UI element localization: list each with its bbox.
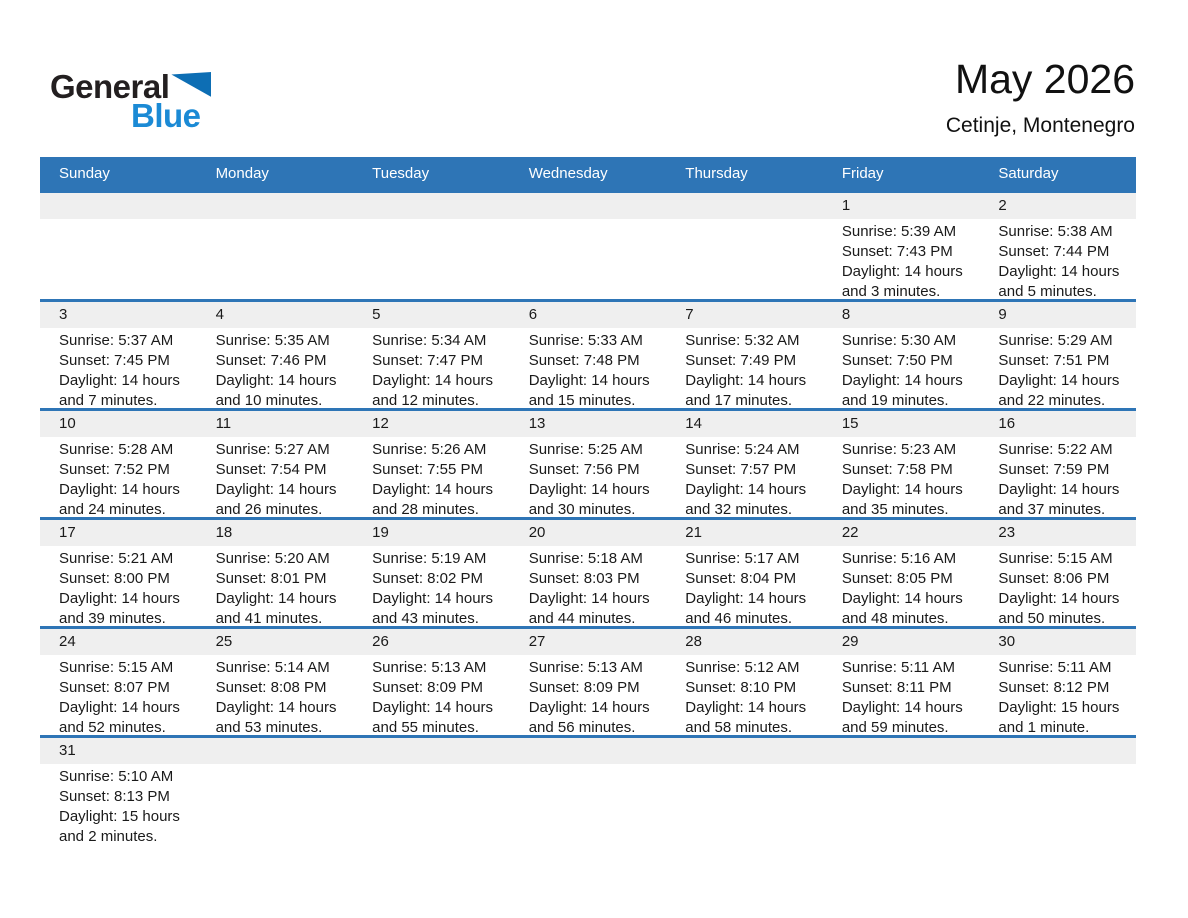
day-details <box>666 764 823 767</box>
week-row <box>40 735 1136 844</box>
sunset-text: Sunset: 8:10 PM <box>685 679 797 696</box>
daylight-text: Daylight: 14 hours and 17 minutes. <box>685 372 807 408</box>
day-number: 27 <box>510 629 667 655</box>
day-details <box>979 328 1136 408</box>
day-cell <box>979 302 1136 408</box>
sunset-text: Sunset: 8:04 PM <box>685 570 797 587</box>
day-cell <box>510 520 667 626</box>
day-number <box>353 738 510 764</box>
sunrise-text: Sunrise: 5:19 AM <box>372 550 487 567</box>
weekday-header-row <box>40 157 1136 190</box>
day-cell <box>979 629 1136 735</box>
day-number: 7 <box>666 302 823 328</box>
sunrise-text: Sunrise: 5:26 AM <box>372 441 487 458</box>
sunset-text: Sunset: 8:07 PM <box>59 679 170 696</box>
day-number: 5 <box>353 302 510 328</box>
day-cell <box>40 520 197 626</box>
day-cell <box>197 302 354 408</box>
daylight-text: Daylight: 14 hours and 46 minutes. <box>685 590 807 626</box>
sunset-text: Sunset: 7:51 PM <box>998 352 1110 369</box>
daylight-text: Daylight: 14 hours and 15 minutes. <box>528 372 650 408</box>
day-cell <box>510 411 667 517</box>
day-cell <box>353 302 510 408</box>
day-number: 6 <box>510 302 667 328</box>
day-details <box>353 437 510 517</box>
sunset-text: Sunset: 8:08 PM <box>215 679 327 696</box>
daylight-text: Daylight: 14 hours and 50 minutes. <box>998 590 1120 626</box>
weekday-wednesday: Wednesday <box>528 165 608 182</box>
daylight-text: Daylight: 15 hours and 1 minute. <box>998 699 1120 735</box>
day-details <box>353 328 510 408</box>
day-details <box>510 219 667 222</box>
day-details <box>197 219 354 222</box>
daylight-text: Daylight: 14 hours and 44 minutes. <box>528 590 650 626</box>
day-cell <box>823 629 980 735</box>
logo-triangle-icon <box>171 72 211 97</box>
day-cell <box>666 193 823 299</box>
day-number: 29 <box>823 629 980 655</box>
week-row <box>40 517 1136 626</box>
daylight-text: Daylight: 14 hours and 7 minutes. <box>59 372 180 408</box>
day-number: 8 <box>823 302 980 328</box>
daylight-text: Daylight: 14 hours and 22 minutes. <box>998 372 1120 408</box>
day-details <box>197 328 354 408</box>
sunrise-text: Sunrise: 5:12 AM <box>685 659 800 676</box>
sunrise-text: Sunrise: 5:39 AM <box>841 223 957 240</box>
sunset-text: Sunset: 7:50 PM <box>841 352 953 369</box>
sunrise-text: Sunrise: 5:35 AM <box>215 332 330 349</box>
day-details <box>197 764 354 767</box>
sunrise-text: Sunrise: 5:37 AM <box>59 332 174 349</box>
day-details <box>823 764 980 767</box>
day-cell <box>353 520 510 626</box>
day-details <box>40 764 197 844</box>
sunrise-text: Sunrise: 5:13 AM <box>528 659 643 676</box>
daylight-text: Daylight: 14 hours and 3 minutes. <box>841 263 963 299</box>
day-cell <box>666 520 823 626</box>
day-number: 24 <box>40 629 197 655</box>
sunrise-text: Sunrise: 5:15 AM <box>59 659 174 676</box>
sunset-text: Sunset: 8:02 PM <box>372 570 484 587</box>
day-number: 13 <box>510 411 667 437</box>
day-details <box>979 219 1136 299</box>
day-cell <box>666 302 823 408</box>
sunrise-text: Sunrise: 5:23 AM <box>841 441 957 458</box>
sunset-text: Sunset: 7:45 PM <box>59 352 170 369</box>
sunrise-text: Sunrise: 5:34 AM <box>372 332 487 349</box>
day-cell <box>40 411 197 517</box>
day-details <box>823 328 980 408</box>
day-cell <box>40 193 197 299</box>
daylight-text: Daylight: 14 hours and 52 minutes. <box>59 699 180 735</box>
day-cell <box>510 738 667 844</box>
day-cell <box>510 629 667 735</box>
sunset-text: Sunset: 7:48 PM <box>528 352 640 369</box>
day-number: 22 <box>823 520 980 546</box>
page-title: May 2026 <box>954 56 1135 102</box>
day-cell <box>979 411 1136 517</box>
weekday-tuesday: Tuesday <box>372 165 430 182</box>
weekday-thursday: Thursday <box>685 165 748 182</box>
sunrise-text: Sunrise: 5:17 AM <box>685 550 800 567</box>
sunrise-text: Sunrise: 5:30 AM <box>841 332 957 349</box>
day-number <box>197 193 354 219</box>
day-number: 16 <box>979 411 1136 437</box>
day-number: 30 <box>979 629 1136 655</box>
day-cell <box>197 193 354 299</box>
location-subtitle: Cetinje, Montenegro <box>945 114 1135 137</box>
day-cell <box>353 193 510 299</box>
day-cell <box>979 520 1136 626</box>
daylight-text: Daylight: 14 hours and 35 minutes. <box>841 481 963 517</box>
weekday-monday: Monday <box>215 165 269 182</box>
day-cell <box>823 411 980 517</box>
day-details <box>353 764 510 767</box>
calendar <box>40 157 1136 844</box>
daylight-text: Daylight: 14 hours and 10 minutes. <box>215 372 337 408</box>
daylight-text: Daylight: 14 hours and 28 minutes. <box>372 481 494 517</box>
day-details <box>353 546 510 626</box>
sunrise-text: Sunrise: 5:27 AM <box>215 441 330 458</box>
sunset-text: Sunset: 8:06 PM <box>998 570 1110 587</box>
daylight-text: Daylight: 14 hours and 53 minutes. <box>215 699 337 735</box>
day-number: 26 <box>353 629 510 655</box>
week-row <box>40 408 1136 517</box>
daylight-text: Daylight: 14 hours and 55 minutes. <box>372 699 494 735</box>
day-cell <box>823 193 980 299</box>
day-details <box>40 437 197 517</box>
sunset-text: Sunset: 8:13 PM <box>59 788 170 805</box>
sunset-text: Sunset: 7:58 PM <box>841 461 953 478</box>
sunrise-text: Sunrise: 5:13 AM <box>372 659 487 676</box>
sunrise-text: Sunrise: 5:18 AM <box>528 550 643 567</box>
daylight-text: Daylight: 14 hours and 39 minutes. <box>59 590 180 626</box>
day-number <box>40 193 197 219</box>
day-details <box>197 546 354 626</box>
day-cell <box>510 302 667 408</box>
day-number <box>666 193 823 219</box>
day-cell <box>510 193 667 299</box>
day-details <box>823 546 980 626</box>
daylight-text: Daylight: 14 hours and 56 minutes. <box>528 699 650 735</box>
daylight-text: Daylight: 14 hours and 12 minutes. <box>372 372 494 408</box>
daylight-text: Daylight: 14 hours and 59 minutes. <box>841 699 963 735</box>
sunset-text: Sunset: 8:03 PM <box>528 570 640 587</box>
daylight-text: Daylight: 14 hours and 26 minutes. <box>215 481 337 517</box>
sunset-text: Sunset: 7:43 PM <box>841 243 953 260</box>
day-number: 10 <box>40 411 197 437</box>
day-details <box>510 764 667 767</box>
day-cell <box>197 520 354 626</box>
day-details <box>823 437 980 517</box>
day-details <box>40 219 197 222</box>
sunrise-text: Sunrise: 5:21 AM <box>59 550 174 567</box>
daylight-text: Daylight: 14 hours and 32 minutes. <box>685 481 807 517</box>
day-details <box>666 219 823 222</box>
sunset-text: Sunset: 7:56 PM <box>528 461 640 478</box>
sunrise-text: Sunrise: 5:25 AM <box>528 441 643 458</box>
daylight-text: Daylight: 14 hours and 30 minutes. <box>528 481 650 517</box>
daylight-text: Daylight: 14 hours and 41 minutes. <box>215 590 337 626</box>
day-number <box>353 193 510 219</box>
weekday-saturday: Saturday <box>998 165 1059 182</box>
week-row <box>40 299 1136 408</box>
sunset-text: Sunset: 8:11 PM <box>841 679 952 696</box>
sunrise-text: Sunrise: 5:28 AM <box>59 441 174 458</box>
day-number: 3 <box>40 302 197 328</box>
day-details <box>666 546 823 626</box>
sunset-text: Sunset: 7:44 PM <box>998 243 1110 260</box>
day-cell <box>979 738 1136 844</box>
day-details <box>353 219 510 222</box>
day-cell <box>197 411 354 517</box>
day-details <box>666 655 823 735</box>
sunset-text: Sunset: 8:00 PM <box>59 570 170 587</box>
day-cell <box>353 411 510 517</box>
day-number: 19 <box>353 520 510 546</box>
weeks-container <box>40 190 1136 844</box>
day-details <box>979 546 1136 626</box>
sunrise-text: Sunrise: 5:29 AM <box>998 332 1113 349</box>
day-details <box>197 437 354 517</box>
sunset-text: Sunset: 8:01 PM <box>215 570 327 587</box>
logo-text-blue: Blue <box>131 97 201 134</box>
day-number <box>197 738 354 764</box>
sunset-text: Sunset: 7:52 PM <box>59 461 170 478</box>
day-details <box>823 219 980 299</box>
day-details <box>353 655 510 735</box>
day-details <box>979 437 1136 517</box>
day-number: 15 <box>823 411 980 437</box>
daylight-text: Daylight: 14 hours and 48 minutes. <box>841 590 963 626</box>
day-number: 25 <box>197 629 354 655</box>
sunrise-text: Sunrise: 5:15 AM <box>998 550 1113 567</box>
daylight-text: Daylight: 14 hours and 5 minutes. <box>998 263 1120 299</box>
week-row <box>40 626 1136 735</box>
day-cell <box>197 629 354 735</box>
day-number: 21 <box>666 520 823 546</box>
day-cell <box>979 193 1136 299</box>
day-number: 28 <box>666 629 823 655</box>
sunrise-text: Sunrise: 5:11 AM <box>841 659 955 676</box>
day-number: 31 <box>40 738 197 764</box>
daylight-text: Daylight: 15 hours and 2 minutes. <box>59 808 180 844</box>
sunset-text: Sunset: 7:46 PM <box>215 352 327 369</box>
sunset-text: Sunset: 8:05 PM <box>841 570 953 587</box>
day-number: 11 <box>197 411 354 437</box>
day-number: 9 <box>979 302 1136 328</box>
day-number: 20 <box>510 520 667 546</box>
day-details <box>510 437 667 517</box>
daylight-text: Daylight: 14 hours and 43 minutes. <box>372 590 494 626</box>
day-details <box>979 764 1136 767</box>
day-cell <box>353 738 510 844</box>
sunset-text: Sunset: 8:09 PM <box>372 679 484 696</box>
day-number: 4 <box>197 302 354 328</box>
sunrise-text: Sunrise: 5:14 AM <box>215 659 330 676</box>
day-details <box>510 546 667 626</box>
day-number: 1 <box>823 193 980 219</box>
daylight-text: Daylight: 14 hours and 37 minutes. <box>998 481 1120 517</box>
day-cell <box>40 302 197 408</box>
sunrise-text: Sunrise: 5:24 AM <box>685 441 800 458</box>
sunset-text: Sunset: 7:49 PM <box>685 352 797 369</box>
sunrise-text: Sunrise: 5:11 AM <box>998 659 1112 676</box>
day-cell <box>666 738 823 844</box>
day-details <box>666 328 823 408</box>
day-cell <box>40 629 197 735</box>
sunrise-text: Sunrise: 5:33 AM <box>528 332 643 349</box>
sunrise-text: Sunrise: 5:20 AM <box>215 550 330 567</box>
day-details <box>823 655 980 735</box>
sunrise-text: Sunrise: 5:22 AM <box>998 441 1113 458</box>
day-number <box>823 738 980 764</box>
weekday-friday: Friday <box>841 165 884 182</box>
sunset-text: Sunset: 7:55 PM <box>372 461 484 478</box>
weekday-sunday: Sunday <box>59 165 110 182</box>
sunrise-text: Sunrise: 5:10 AM <box>59 768 174 785</box>
sunrise-text: Sunrise: 5:38 AM <box>998 223 1113 240</box>
day-number: 18 <box>197 520 354 546</box>
day-details <box>510 655 667 735</box>
week-row <box>40 190 1136 299</box>
title-block <box>946 56 1135 138</box>
day-number <box>666 738 823 764</box>
sunset-text: Sunset: 8:12 PM <box>998 679 1110 696</box>
day-number: 17 <box>40 520 197 546</box>
sunset-text: Sunset: 8:09 PM <box>528 679 640 696</box>
day-cell <box>823 738 980 844</box>
sunset-text: Sunset: 7:47 PM <box>372 352 484 369</box>
day-details <box>510 328 667 408</box>
daylight-text: Daylight: 14 hours and 19 minutes. <box>841 372 963 408</box>
day-details <box>666 437 823 517</box>
day-number <box>510 193 667 219</box>
day-number <box>510 738 667 764</box>
sunrise-text: Sunrise: 5:32 AM <box>685 332 800 349</box>
day-details <box>197 655 354 735</box>
sunset-text: Sunset: 7:54 PM <box>215 461 327 478</box>
sunset-text: Sunset: 7:57 PM <box>685 461 797 478</box>
day-cell <box>666 411 823 517</box>
day-cell <box>666 629 823 735</box>
day-details <box>40 655 197 735</box>
day-number: 14 <box>666 411 823 437</box>
daylight-text: Daylight: 14 hours and 24 minutes. <box>59 481 180 517</box>
day-details <box>40 546 197 626</box>
daylight-text: Daylight: 14 hours and 58 minutes. <box>685 699 807 735</box>
day-cell <box>823 520 980 626</box>
day-number <box>979 738 1136 764</box>
day-details <box>979 655 1136 735</box>
day-details <box>40 328 197 408</box>
sunset-text: Sunset: 7:59 PM <box>998 461 1110 478</box>
sunrise-text: Sunrise: 5:16 AM <box>841 550 957 567</box>
day-number: 23 <box>979 520 1136 546</box>
day-cell <box>40 738 197 844</box>
day-number: 12 <box>353 411 510 437</box>
day-cell <box>823 302 980 408</box>
day-number: 2 <box>979 193 1136 219</box>
day-cell <box>353 629 510 735</box>
logo-text-general: General <box>50 68 170 105</box>
day-cell <box>197 738 354 844</box>
general-blue-logo <box>50 70 211 132</box>
